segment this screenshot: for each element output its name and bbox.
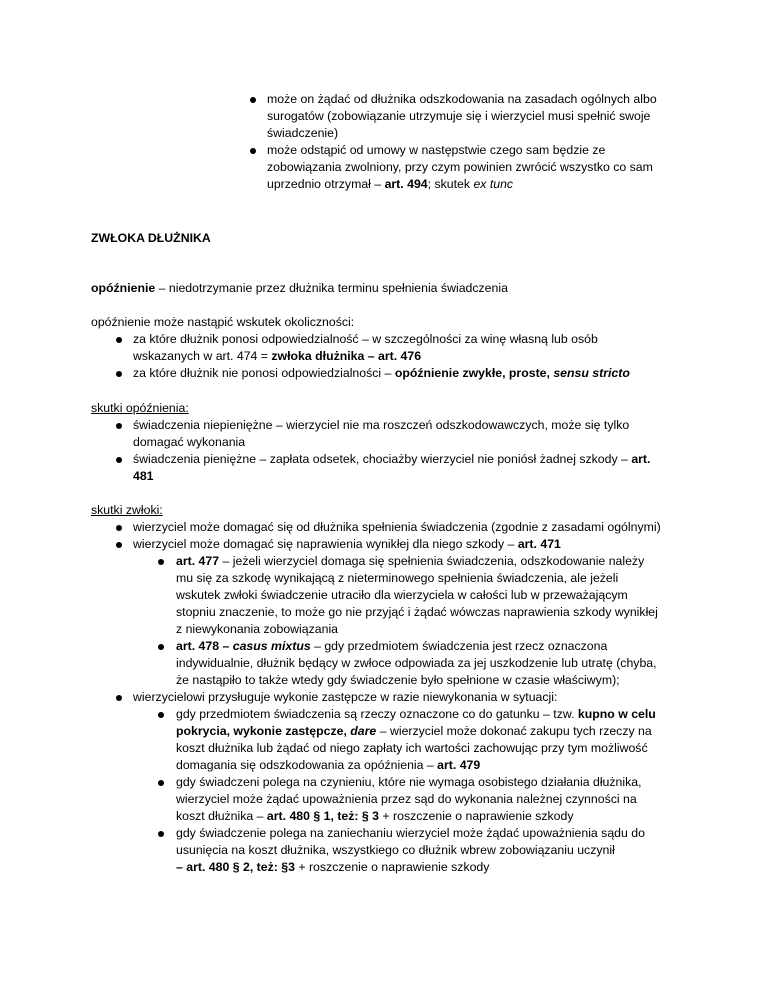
delay-effects-heading: skutki opóźnienia: [91, 401, 189, 415]
sub1-line4: stopniu znaczenie, to może go nie przyjąć i żądać wówczas naprawienia szkody wynikłej [176, 605, 658, 619]
bullet-icon [158, 644, 164, 650]
top-item2-line2: zobowiązania zwolniony, przy czym powinien zwrócić wszystko co sam [267, 160, 653, 174]
sub3-line2: pokrycia, wykonie zastępcze, dare – wierzyciel może dokonać zakupu tych rzeczy na [176, 724, 652, 738]
bullet-icon [116, 542, 122, 548]
definition: opóźnienie – niedotrzymanie przez dłużnika terminu spełnienia świadczenia [91, 281, 508, 295]
sub1-line1: art. 477 – jeżeli wierzyciel domaga się spełnienia świadczenia, odszkodowanie należy [176, 554, 645, 568]
sub2-line1: art. 478 – casus mixtus – gdy przedmiotem świadczenia jest rzecz oznaczona [176, 639, 608, 653]
default-effects-heading: skutki zwłoki: [91, 503, 163, 517]
top-item1-line1: może on żądać od dłużnika odszkodowania na zasadach ogólnych albo [267, 92, 657, 106]
bullet-icon [158, 559, 164, 565]
sub1-line5: z niewykonania zobowiązania [176, 622, 339, 636]
sub4-line1: gdy świadczeni polega na czynieniu, które nie wymaga osobistego działania dłużnika, [176, 775, 642, 789]
sub2-line2: indywidualnie, dłużnik będący w zwłoce odpowiada za jej uszkodzenie lub utratę (chyba, [176, 656, 657, 670]
sub1-line2: mu się za szkodę wynikającą z nieterminowego spełnienia świadczenia, ale jeżeli [176, 571, 619, 585]
section-heading: ZWŁOKA DŁUŻNIKA [91, 231, 211, 245]
bullet-icon [158, 712, 164, 718]
default-item2: wierzyciel może domagać się naprawienia wynikłej dla niego szkody – art. 471 [133, 537, 561, 551]
sub4-line3: koszt dłużnika – art. 480 § 1, też: § 3 + roszczenie o naprawienie szkody [176, 809, 574, 823]
bullet-icon [116, 695, 122, 701]
delay-item1-line1: świadczenia niepieniężne – wierzyciel nie ma roszczeń odszkodowawczych, może się tylko [133, 418, 630, 432]
bullet-icon [116, 457, 122, 463]
top-item2-line1: może odstąpić od umowy w następstwie czego sam będzie ze [267, 143, 606, 157]
sub2-line3: że nastąpiło to także wtedy gdy świadczenie było spełnione w czasie właściwym); [176, 673, 620, 687]
occurrence-intro: opóźnienie może nastąpić wskutek okoliczności: [91, 315, 355, 329]
default-item1: wierzyciel może domagać się od dłużnika spełnienia świadczenia (zgodnie z zasadami ogólnymi) [133, 520, 661, 534]
sub3-line1: gdy przedmiotem świadczenia są rzeczy oznaczone co do gatunku – tzw. kupno w celu [176, 707, 656, 721]
sub5-line3: – art. 480 § 2, też: §3 + roszczenie o naprawienie szkody [176, 860, 490, 874]
bullet-icon [116, 423, 122, 429]
bullet-icon [158, 780, 164, 786]
occurrence-item2: za które dłużnik nie ponosi odpowiedzialności – opóźnienie zwykłe, proste, sensu stricto [133, 366, 630, 380]
delay-item2-line2: 481 [133, 469, 154, 483]
occurrence-item1-line2: wskazanych w art. 474 = zwłoka dłużnika – art. 476 [133, 349, 422, 363]
delay-item1-line2: domagać wykonania [133, 435, 246, 449]
delay-item2-line1: świadczenia pieniężne – zapłata odsetek, chociażby wierzyciel nie poniósł żadnej szkody – art. [133, 452, 651, 466]
bullet-icon [116, 337, 122, 343]
sub5-line1: gdy świadczenie polega na zaniechaniu wierzyciel może żądać upoważnienia sądu do [176, 826, 645, 840]
sub3-line3: koszt dłużnika lub żądać od niego zapłaty ich wartości zachowując przy tym możliwość [176, 741, 648, 755]
bullet-icon [250, 148, 256, 154]
sub4-line2: wierzyciel może żądać upoważnienia przez sąd do wykonania należnej czynności na [176, 792, 637, 806]
bullet-icon [158, 831, 164, 837]
default-item3: wierzycielowi przysługuje wykonie zastępcze w razie niewykonania w sytuacji: [133, 690, 558, 704]
top-item1-line2: surogatów (zobowiązanie utrzymuje się i wierzyciel musi spełnić swoje [267, 109, 651, 123]
sub5-line2: usunięcia na koszt dłużnika, wszystkiego co dłużnik wbrew zobowiązaniu uczynił [176, 843, 615, 857]
sub3-line4: domagania się odszkodowania za opóźnienia – art. 479 [176, 758, 481, 772]
occurrence-item1-line1: za które dłużnik ponosi odpowiedzialność – w szczególności za winę własną lub osób [133, 332, 598, 346]
top-item1-line3: świadczenie) [267, 126, 339, 140]
bullet-icon [116, 371, 122, 377]
bullet-icon [250, 97, 256, 103]
top-item2-line3: uprzednio otrzymał – art. 494; skutek ex tunc [267, 177, 514, 191]
bullet-icon [116, 525, 122, 531]
sub1-line3: wskutek zwłoki świadczenie utraciło dla wierzyciela w całości lub w przeważającym [176, 588, 628, 602]
